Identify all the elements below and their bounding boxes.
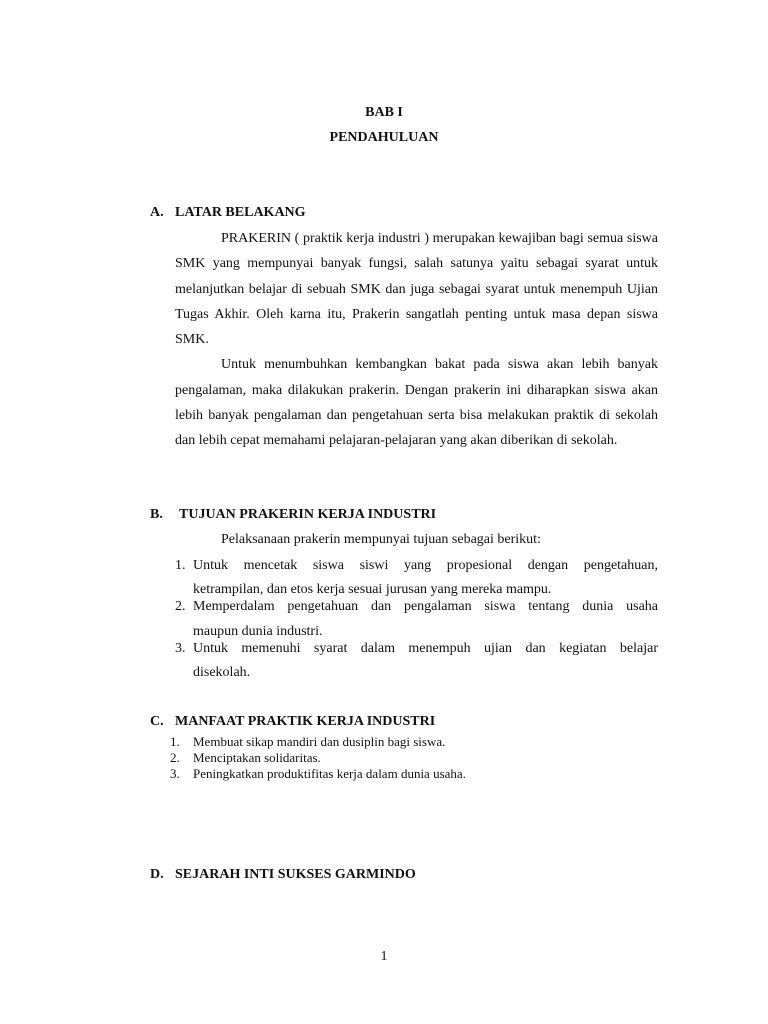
section-b-item-2-number: 2. (175, 599, 186, 614)
section-c-label: C. (150, 714, 164, 729)
section-b-label: B. (150, 507, 163, 522)
section-c-item-3-text: Peningkatkan produktifitas kerja dalam dunia usaha. (193, 766, 466, 781)
section-c-item-2-number: 2. (170, 750, 180, 765)
section-a-heading: LATAR BELAKANG (175, 205, 306, 220)
section-a-paragraph-2: Untuk menumbuhkan kembangkan bakat pada siswa akan lebih banyak pengalaman, maka dilakukan prakerin. Dengan prakerin ini diharapkan siswa akan lebih banyak pengalaman dan pengetahuan serta bisa melakukan praktik di sekolah dan lebih cepat memahami pelajaran-pelajaran yang akan diberikan di sekolah. (175, 357, 658, 449)
page-number: 1 (380, 949, 388, 964)
section-c-item-2-text: Menciptakan solidaritas. (193, 750, 321, 765)
section-a-body (175, 226, 658, 454)
section-a-paragraph-1: PRAKERIN ( praktik kerja industri ) merupakan kewajiban bagi semua siswa SMK yang mempunyai banyak fungsi, salah satunya yaitu sebagai syarat untuk melanjutkan belajar di sebuah SMK dan juga sebagai syarat untuk menempuh Ujian Tugas Akhir. Oleh karna itu, Prakerin sangatlah penting untuk masa depan siswa SMK. (175, 231, 658, 348)
chapter-title: PENDAHULUAN (329, 130, 439, 145)
section-c-item-1-text: Membuat sikap mandiri dan dusiplin bagi siswa. (193, 734, 446, 749)
section-b-intro: Pelaksanaan prakerin mempunyai tujuan sebagai berikut: (221, 532, 541, 547)
chapter-label: BAB I (365, 105, 403, 120)
section-b-item-3-line-1: Untuk memenuhi syarat dalam menempuh ujian dan kegiatan belajar (193, 641, 658, 656)
section-a-label: A. (150, 205, 164, 220)
section-c-heading: MANFAAT PRAKTIK KERJA INDUSTRI (175, 714, 436, 729)
section-d-label: D. (150, 867, 164, 882)
section-b-item-2-line-2: maupun dunia industri. (193, 624, 323, 639)
section-b-item-3-number: 3. (175, 641, 186, 656)
section-b-heading: TUJUAN PRAKERIN KERJA INDUSTRI (179, 507, 437, 522)
section-b-item-1-number: 1. (175, 558, 186, 573)
section-b-item-1-line-2: ketrampilan, dan etos kerja sesuai jurusan yang mereka mampu. (193, 582, 552, 597)
section-c-item-1-number: 1. (170, 734, 180, 749)
section-c-item-3-number: 3. (170, 766, 180, 781)
section-b-item-3-line-2: disekolah. (193, 665, 251, 680)
section-d-heading: SEJARAH INTI SUKSES GARMINDO (175, 867, 416, 882)
section-b-item-1-line-1: Untuk mencetak siswa siswi yang propesional dengan pengetahuan, (193, 558, 658, 573)
section-b-item-2-line-1: Memperdalam pengetahuan dan pengalaman siswa tentang dunia usaha (193, 599, 658, 614)
